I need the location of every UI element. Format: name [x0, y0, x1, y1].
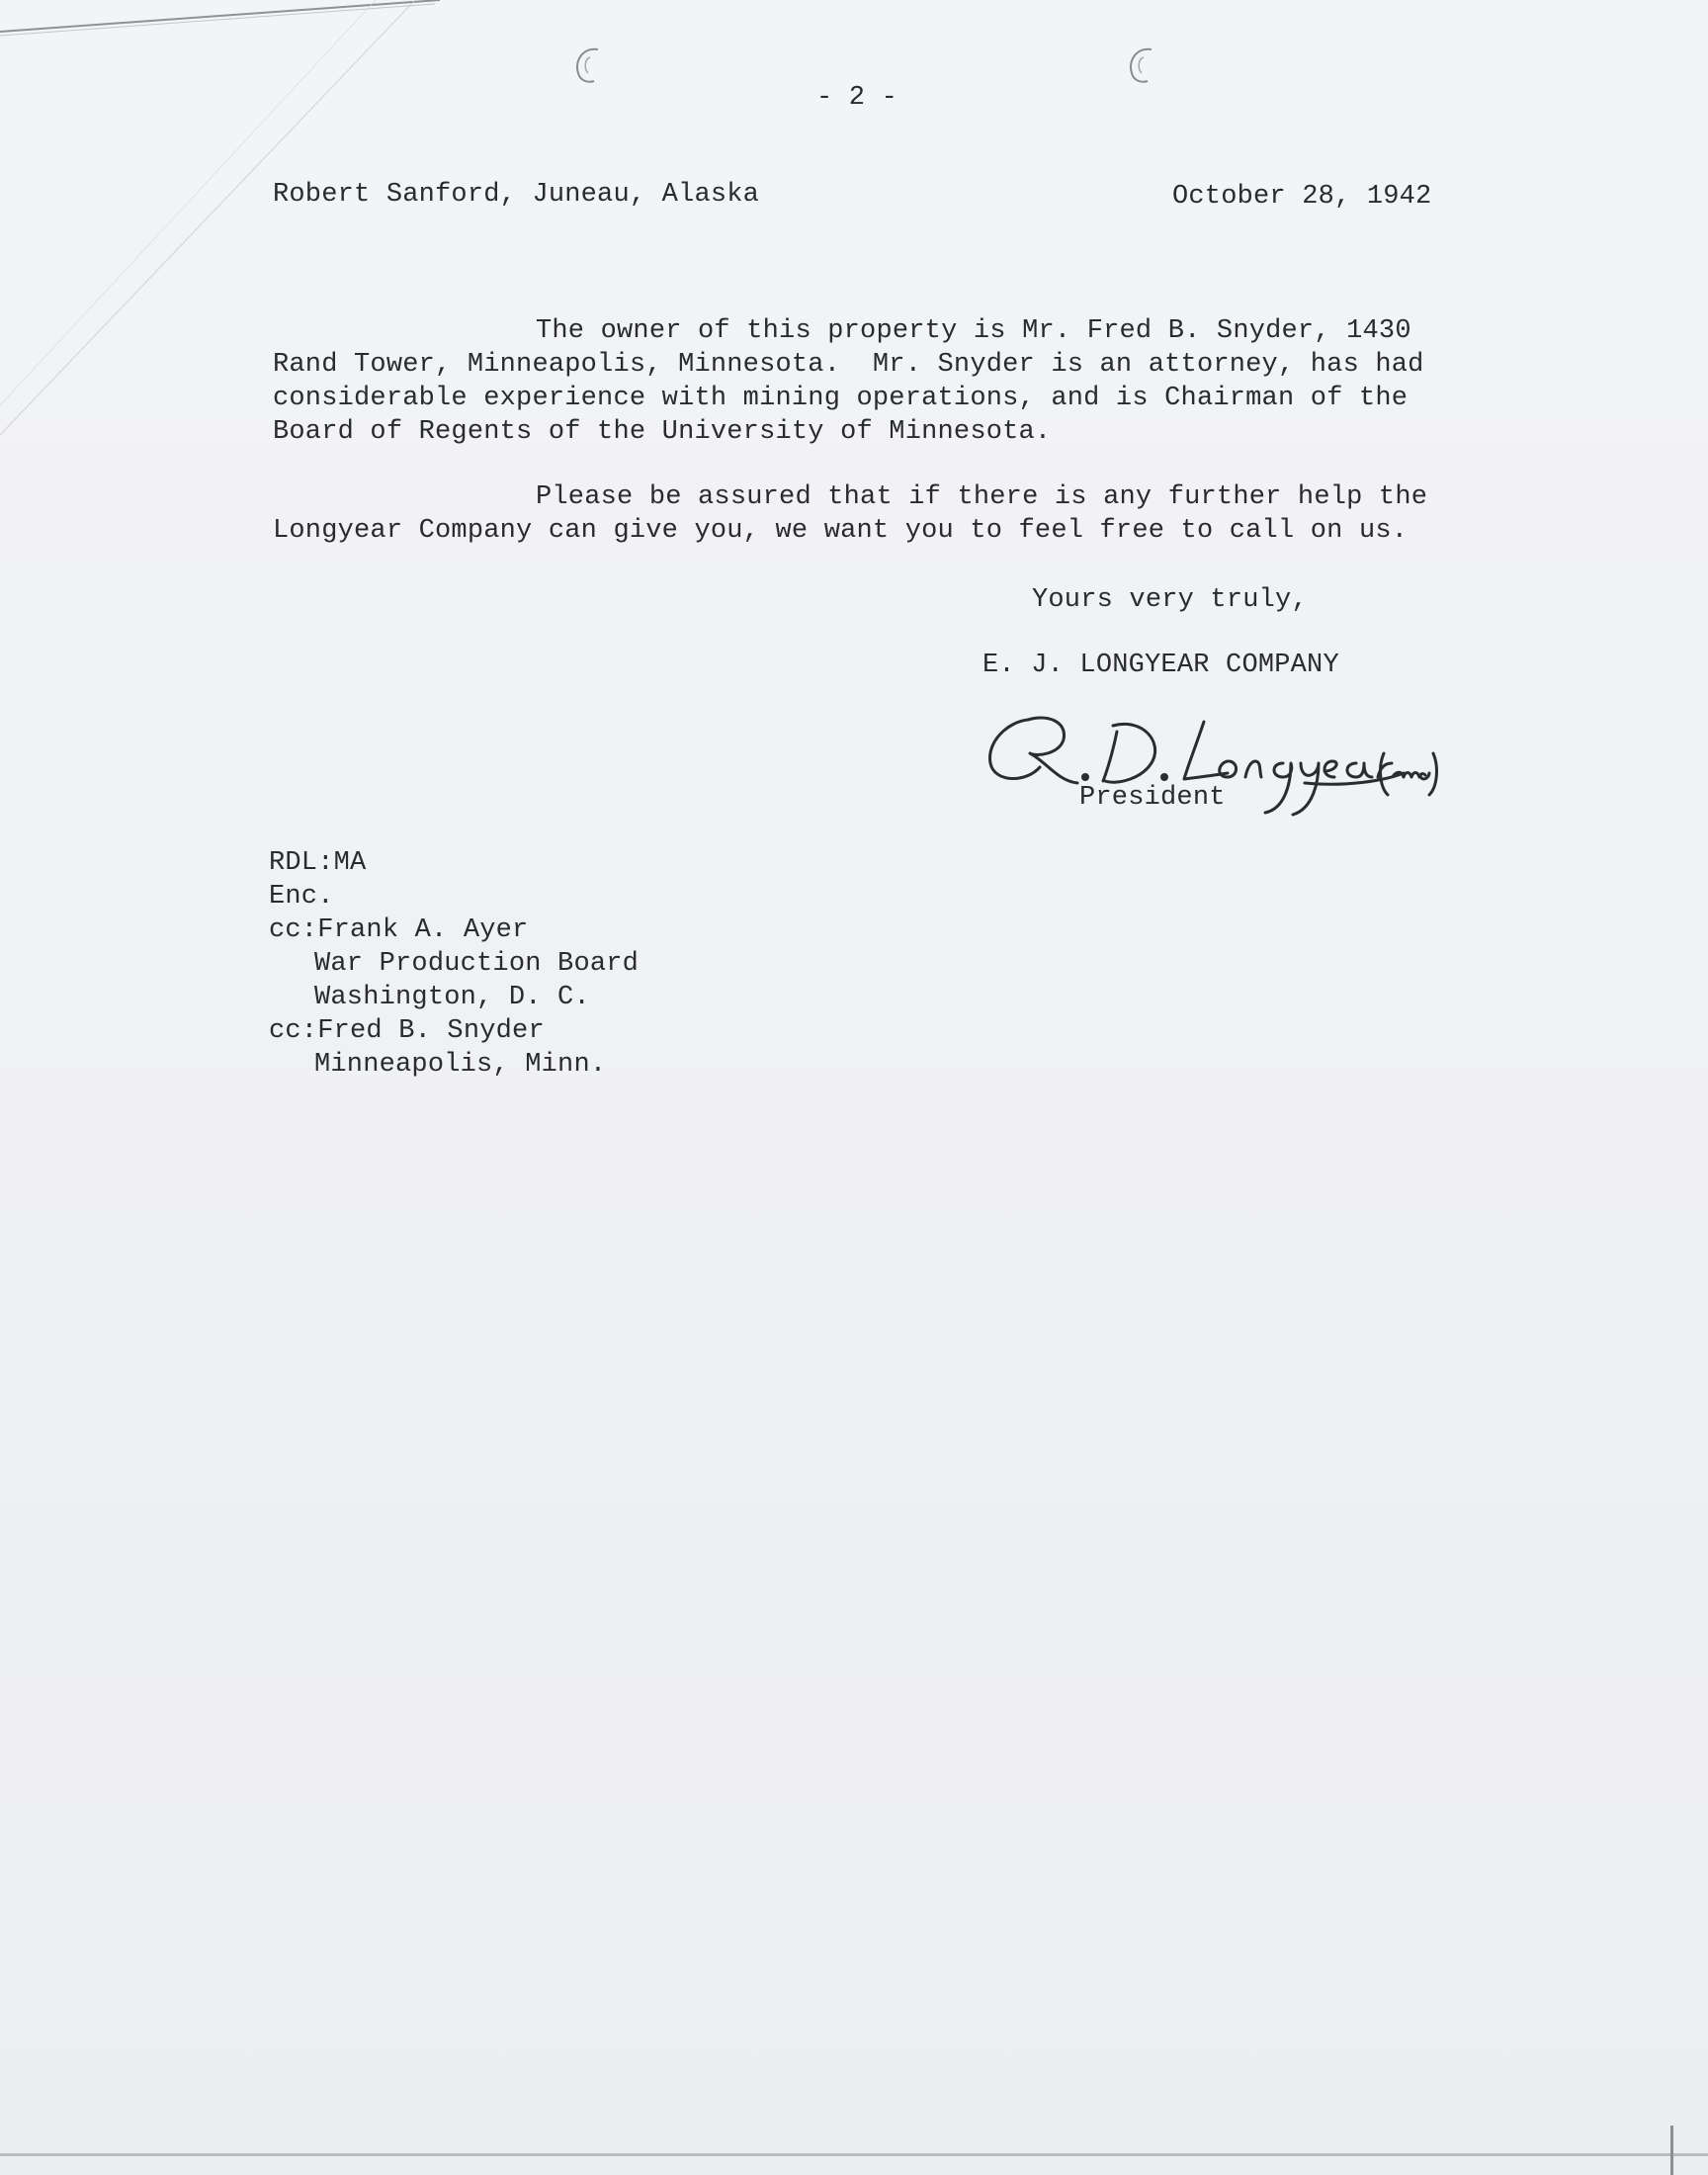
recipient-line: Robert Sanford, Juneau, Alaska	[273, 180, 760, 210]
binder-hole-mark	[1122, 44, 1165, 87]
paragraph-line: Rand Tower, Minneapolis, Minnesota. Mr. Snyder is an attorney, has had	[273, 350, 1424, 380]
paragraph-line: Please be assured that if there is any further help the	[536, 482, 1428, 512]
enclosure-note: Enc.	[269, 882, 334, 912]
paragraph-line: Longyear Company can give you, we want you to feel free to call on us.	[273, 516, 1409, 546]
reference-initials: RDL:MA	[269, 848, 367, 878]
letter-date: October 28, 1942	[1172, 182, 1432, 212]
page-bottom-edge	[0, 2153, 1708, 2156]
cc-line: War Production Board	[314, 949, 640, 979]
cc-line: Minneapolis, Minn.	[314, 1050, 607, 1080]
paragraph-line: considerable experience with mining operations, and is Chairman of the	[273, 384, 1409, 413]
page-number: - 2 -	[816, 83, 898, 113]
cc-line: cc:Fred B. Snyder	[269, 1016, 545, 1046]
paragraph-line: The owner of this property is Mr. Fred B. Snyder, 1430	[536, 316, 1411, 346]
company-name: E. J. LONGYEAR COMPANY	[982, 651, 1339, 680]
closing-salutation: Yours very truly,	[1032, 585, 1308, 615]
binder-hole-mark	[568, 44, 612, 87]
cc-line: Washington, D. C.	[314, 983, 590, 1012]
paragraph-line: Board of Regents of the University of Minnesota.	[273, 417, 1052, 447]
cc-line: cc:Frank A. Ayer	[269, 915, 529, 945]
signer-title: President	[1079, 783, 1226, 813]
page-right-edge	[1670, 2126, 1673, 2175]
